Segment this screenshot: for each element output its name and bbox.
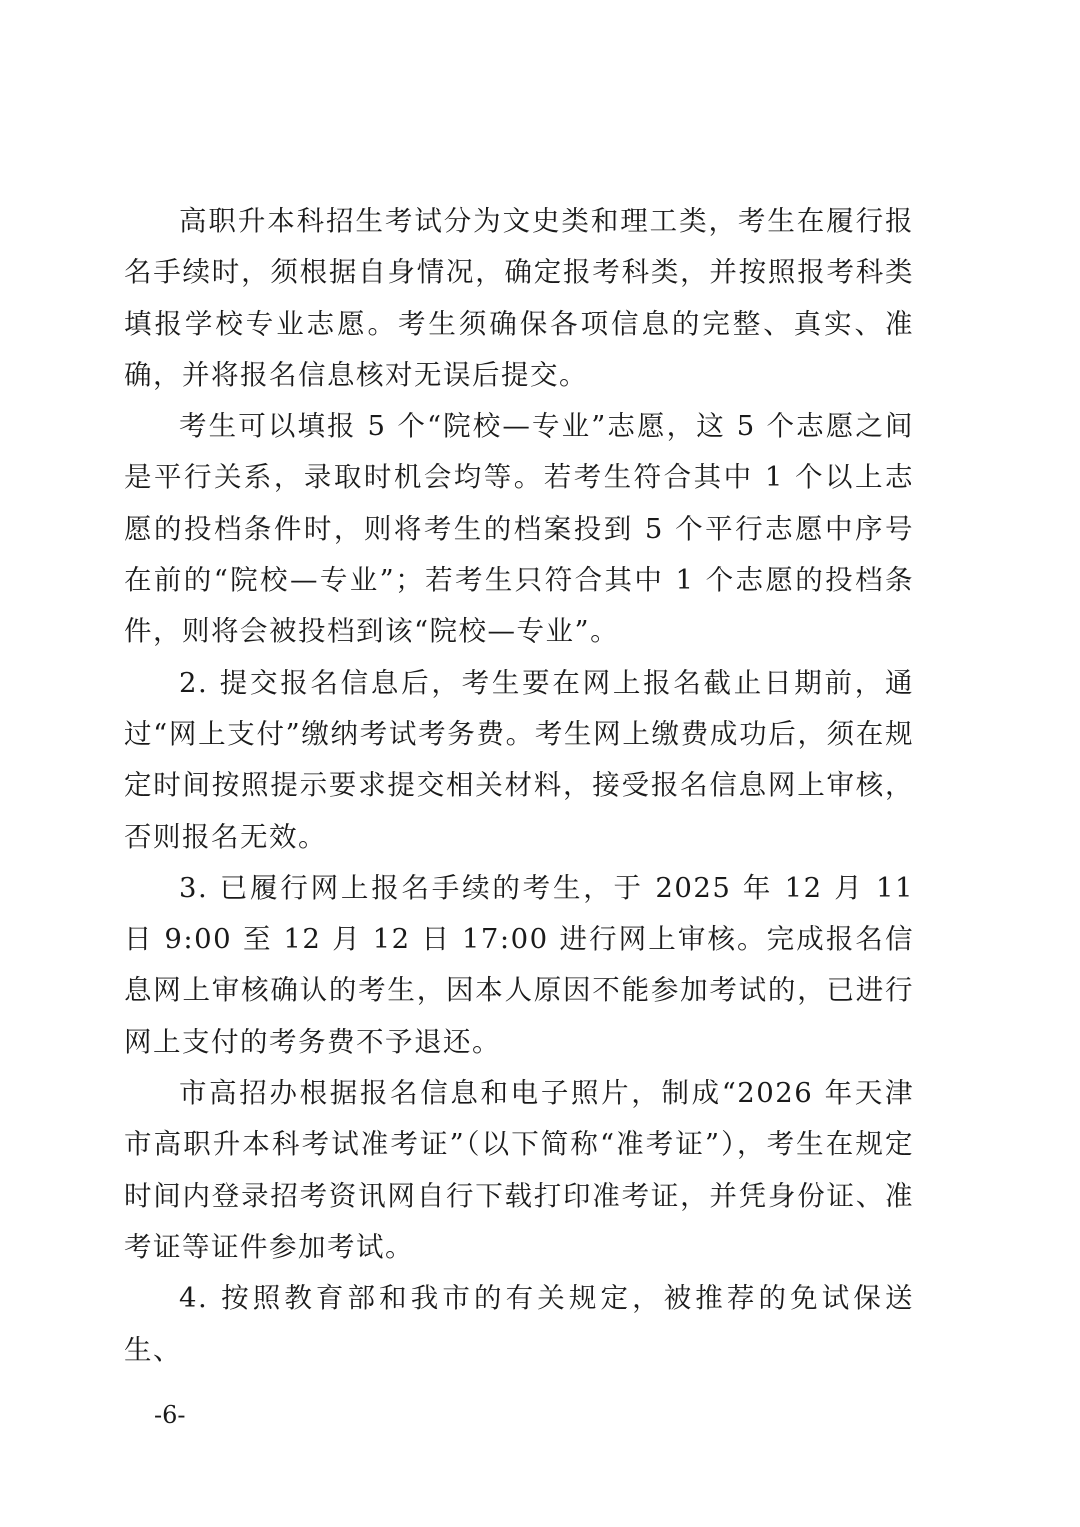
document-body xyxy=(124,196,914,1376)
paragraph-online-payment: 2. 提交报名信息后，考生要在网上报名截止日期前，通过“网上支付”缴纳考试考务费。考生网上缴费成功后，须在规定时间按照提示要求提交相关材料，接受报名信息网上审核，否则报名无效。 xyxy=(124,666,914,853)
paragraph-parallel-choices: 考生可以填报 5 个“院校—专业”志愿，这 5 个志愿之间是平行关系，录取时机会均等。若考生符合其中 1 个以上志愿的投档条件时，则将考生的档案投到 5 个平行志愿中序号在前的“院校—专业”；若考生只符合其中 1 个志愿的投档条件，则将会被投档到该“院校—专业”。 xyxy=(124,410,914,648)
paragraph-exam-categories: 高职升本科招生考试分为文史类和理工类，考生在履行报名手续时，须根据自身情况，确定报考科类，并按照报考科类填报学校专业志愿。考生须确保各项信息的完整、真实、准确，并将报名信息核对无误后提交。 xyxy=(124,205,914,391)
page-number: -6- xyxy=(154,1401,186,1429)
paragraph-online-review: 3. 已履行网上报名手续的考生，于 2025 年 12 月 11 日 9:00 至 12 月 12 日 17:00 进行网上审核。完成报名信息网上审核确认的考生，因本人原因不能参加考试的，已进行网上支付的考务费不予退还。 xyxy=(124,871,914,1058)
paragraph-admission-ticket: 市高招办根据报名信息和电子照片，制成“2026 年天津市高职升本科考试准考证”（以下简称“准考证”），考生在规定时间内登录招考资讯网自行下载打印准考证，并凭身份证、准考证等证件参加考试。 xyxy=(124,1077,914,1263)
paragraph-recommended-students: 4. 按照教育部和我市的有关规定，被推荐的免试保送生、 xyxy=(124,1282,914,1366)
